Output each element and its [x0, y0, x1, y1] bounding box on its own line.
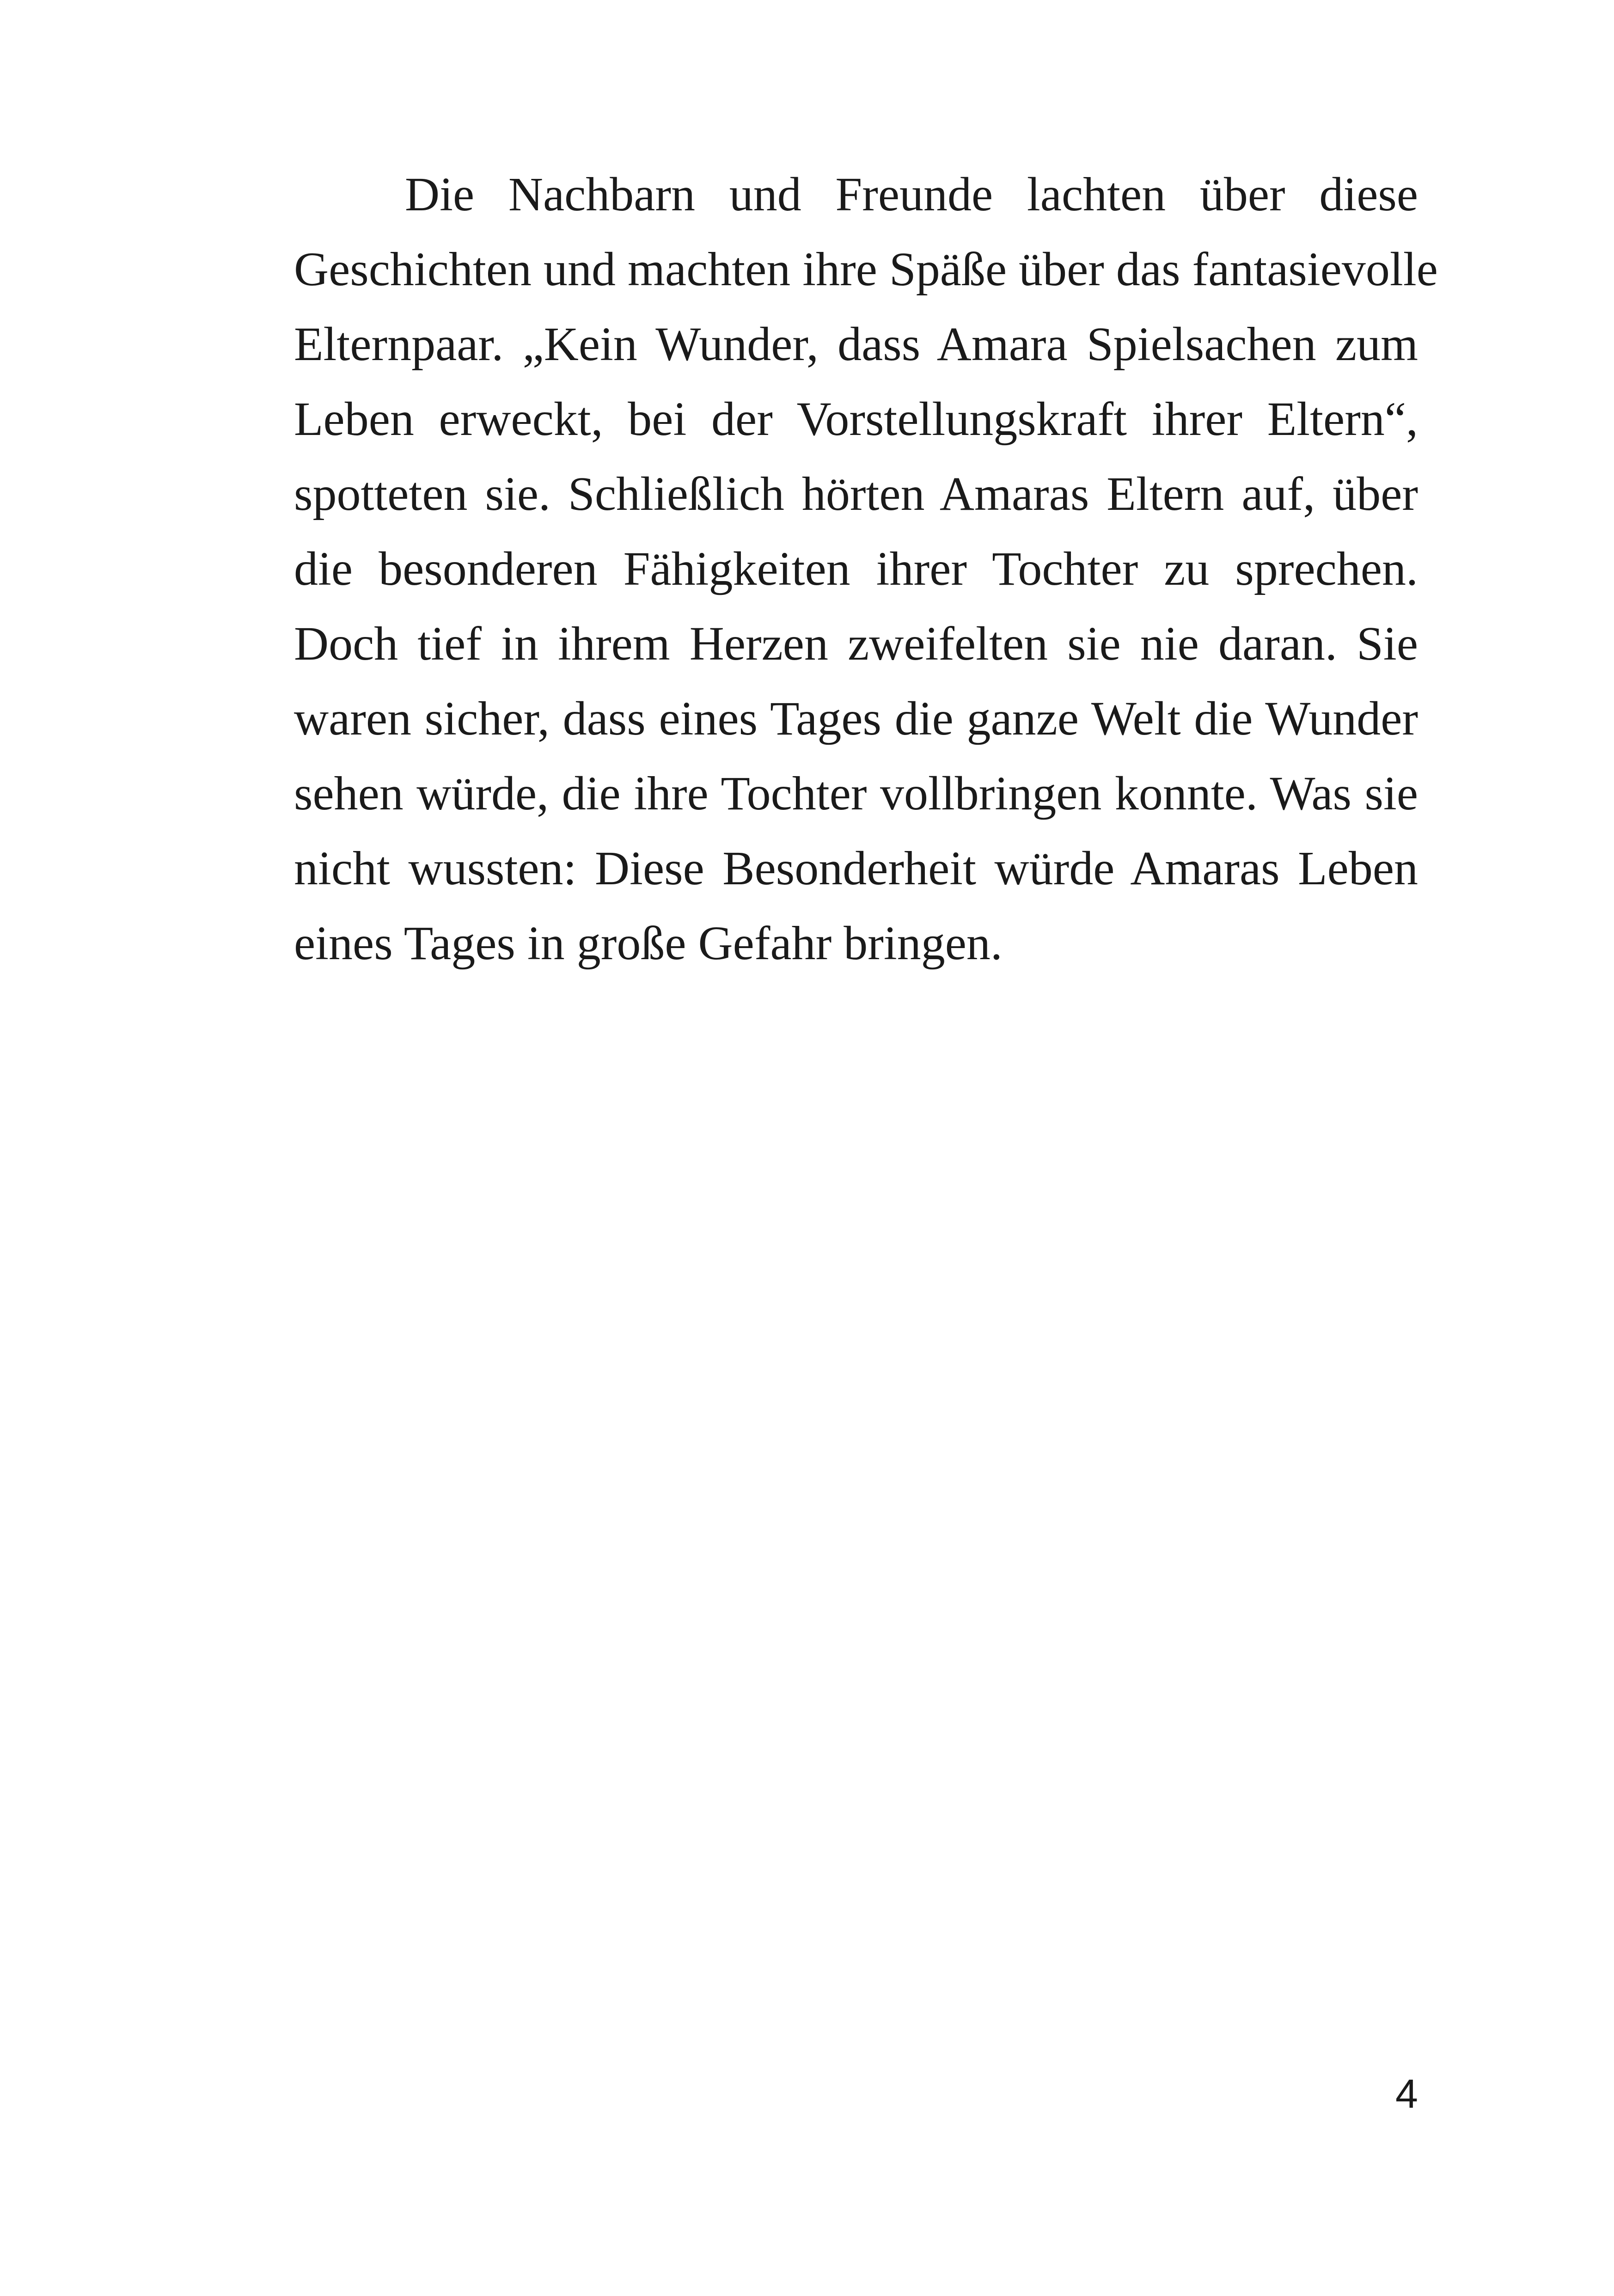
body-paragraph	[294, 157, 1438, 981]
paragraph-line: Elternpaar. „Kein Wunder, dass Amara Spielsachen zum	[294, 318, 1418, 371]
paragraph-line: eines Tages in große Gefahr bringen.	[294, 917, 1003, 970]
paragraph-line: spotteten sie. Schließlich hörten Amaras Eltern auf, über	[294, 467, 1418, 520]
paragraph-line: Leben erweckt, bei der Vorstellungskraft ihrer Eltern“,	[294, 392, 1418, 446]
page-number: 4	[1395, 2071, 1418, 2117]
paragraph-line: Geschichten und machten ihre Späße über das fantasievolle	[294, 243, 1438, 296]
paragraph-line: die besonderen Fähigkeiten ihrer Tochter zu sprechen.	[294, 542, 1418, 595]
paragraph-line: Die Nachbarn und Freunde lachten über diese	[405, 168, 1418, 221]
paragraph-line: sehen würde, die ihre Tochter vollbringen konnte. Was sie	[294, 767, 1418, 820]
paragraph-line: waren sicher, dass eines Tages die ganze Welt die Wunder	[294, 692, 1418, 745]
paragraph-line: nicht wussten: Diese Besonderheit würde Amaras Leben	[294, 842, 1418, 895]
paragraph-line: Doch tief in ihrem Herzen zweifelten sie nie daran. Sie	[294, 617, 1418, 670]
